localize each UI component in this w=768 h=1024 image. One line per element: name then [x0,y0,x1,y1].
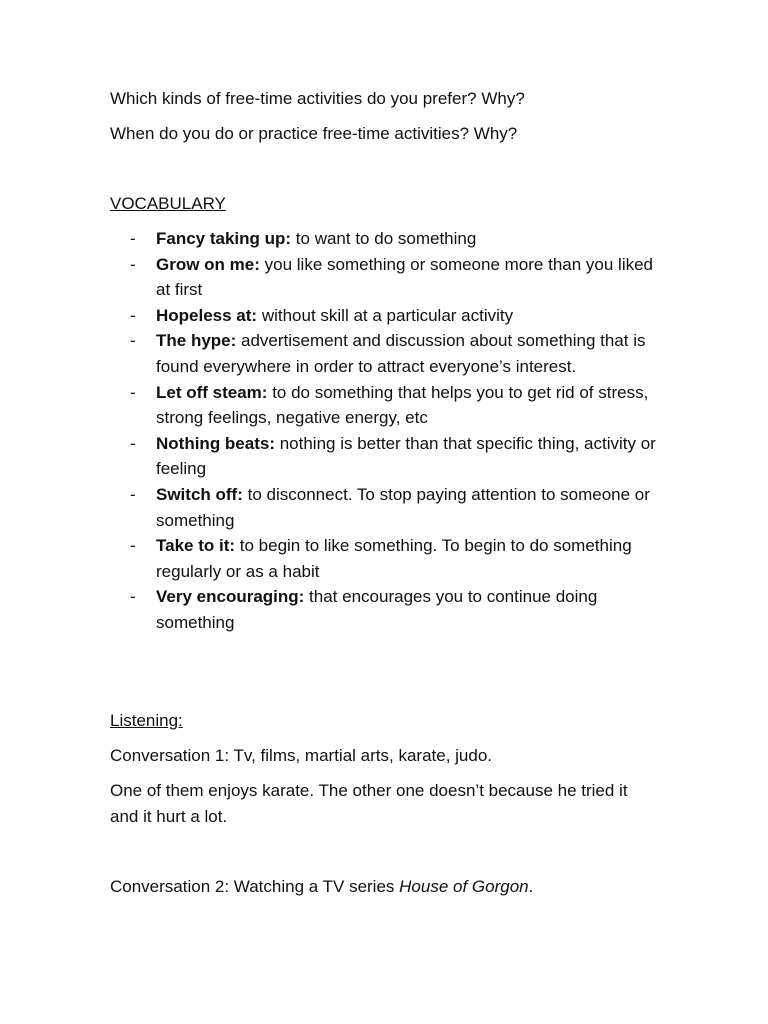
vocabulary-list [110,226,670,636]
vocab-item [110,584,656,635]
conversation-1: Conversation 1: Tv, films, martial arts, karate, judo. [110,746,493,765]
vocab-term: The hype: [156,331,237,351]
vocab-definition: to want to do something [291,229,477,248]
vocab-definition: that encourages you to continue doing something [156,587,598,632]
vocab-item [110,252,656,303]
vocab-term: Grow on me: [156,254,260,274]
bullet-dash: - [130,587,136,607]
conversation-1-note: One of them enjoys karate. The other one doesn’t because he tried it and it hurt a lot. [110,781,628,826]
vocab-item [110,380,656,431]
vocab-term: Switch off: [156,484,243,504]
vocab-definition: to begin to like something. To begin to do something regularly or as a habit [156,536,632,581]
bullet-dash: - [130,229,136,248]
vocab-item [110,328,656,379]
bullet-dash: - [130,254,136,274]
vocab-item [110,533,656,584]
bullet-dash: - [130,484,136,504]
vocab-term: Take to it: [156,536,236,556]
vocab-definition: to disconnect. To stop paying attention to someone or something [156,484,650,530]
vocabulary-heading: VOCABULARY [110,194,226,213]
vocab-term: Hopeless at: [156,305,258,325]
vocab-term: Fancy taking up: [156,229,292,248]
conversation-2 [110,874,670,900]
bullet-dash: - [130,331,136,351]
vocab-item [110,303,656,329]
bullet-dash: - [130,382,136,402]
bullet-dash: - [130,536,136,556]
vocab-term: Very encouraging: [156,587,305,607]
conversation-2-prefix: Conversation 2: Watching a TV series [110,877,400,896]
vocab-item [110,431,656,482]
vocab-term: Nothing beats: [156,433,275,453]
series-title: House of Gorgon [399,877,529,896]
bullet-dash: - [130,433,136,453]
vocab-item [110,226,656,252]
bullet-dash: - [130,305,136,325]
question-1: Which kinds of free-time activities do you prefer? Why? [110,89,525,108]
vocab-term: Let off steam: [156,382,268,402]
vocab-definition: you like something or someone more than you liked at first [156,254,654,300]
vocab-definition: nothing is better than that specific thing, activity or feeling [156,433,656,479]
vocab-definition: advertisement and discussion about something that is found everywhere in order to attract everyone’s interest. [156,331,646,376]
vocab-definition: without skill at a particular activity [257,305,514,325]
vocab-item [110,482,656,533]
vocab-definition: to do something that helps you to get rid of stress, strong feelings, negative energy, etc [156,382,649,428]
conversation-2-suffix: . [528,877,534,896]
question-2: When do you do or practice free-time activities? Why? [110,124,518,143]
listening-heading: Listening: [110,711,183,730]
